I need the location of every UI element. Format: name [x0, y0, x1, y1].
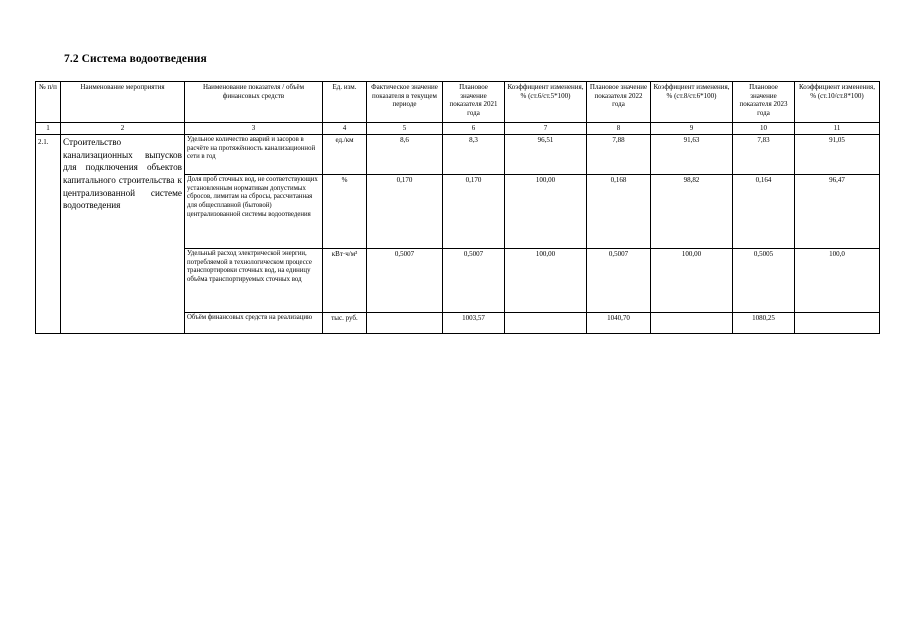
coef-2021-value: 100,00	[505, 249, 587, 313]
fact-value: 0,170	[367, 175, 443, 249]
header-cell-coef-2021: Коэффициент изменения, % (ст.6/ст.5*100)	[505, 82, 587, 123]
coef-2022-value: 98,82	[651, 175, 733, 249]
measure-number: 2.1.	[36, 135, 61, 334]
fact-value: 0,5007	[367, 249, 443, 313]
plan-2021-value: 0,170	[443, 175, 505, 249]
column-number: 9	[651, 123, 733, 135]
header-cell-plan-2022: Плановое значение показателя 2022 года	[587, 82, 651, 123]
section-heading: 7.2 Система водоотведения	[64, 53, 207, 65]
header-cell-coef-2022: Коэффициент изменения, % (ст.8/ст.6*100)	[651, 82, 733, 123]
plan-2021-value: 1003,57	[443, 313, 505, 334]
plan-2022-value: 1040,70	[587, 313, 651, 334]
measure-name-text: Строительство канализационных выпусков для подключения объектов капитального строительства к централизованной системе водоотведения	[63, 137, 182, 211]
coef-2023-value: 96,47	[795, 175, 880, 249]
column-number: 5	[367, 123, 443, 135]
indicator-name: Доля проб сточных вод, не соответствующих установленным нормативам допустимых сбросов, лимитам на сбросы, рассчитанная для общесплавной (бытовой) централизованной системы водоотведения	[185, 175, 323, 249]
column-number: 3	[185, 123, 323, 135]
column-number: 7	[505, 123, 587, 135]
header-row	[36, 82, 880, 123]
plan-2023-value: 1080,25	[733, 313, 795, 334]
coef-2022-value	[651, 313, 733, 334]
header-cell-plan-2023: Плановое значение показателя 2023 года	[733, 82, 795, 123]
coef-2023-value	[795, 313, 880, 334]
indicator-name: Удельное количество аварий и засоров в расчёте на протяжённость канализационной сети в год	[185, 135, 323, 175]
column-number: 10	[733, 123, 795, 135]
indicator-name: Удельный расход электрической энергии, потребляемой в технологическом процессе транспортировки сточных вод, на единицу объёма транспортируемых сточных вод	[185, 249, 323, 313]
plan-2023-value: 0,5005	[733, 249, 795, 313]
plan-2023-value: 0,164	[733, 175, 795, 249]
header-cell-unit: Ед. изм.	[323, 82, 367, 123]
header-cell-measure: Наименование мероприятия	[61, 82, 185, 123]
column-number: 1	[36, 123, 61, 135]
header-cell-number: № п/п	[36, 82, 61, 123]
plan-2022-value: 7,88	[587, 135, 651, 175]
column-number: 11	[795, 123, 880, 135]
plan-2023-value: 7,83	[733, 135, 795, 175]
indicator-name: Объём финансовых средств на реализацию	[185, 313, 323, 334]
coef-2021-value	[505, 313, 587, 334]
plan-2021-value: 0,5007	[443, 249, 505, 313]
coef-2023-value: 91,05	[795, 135, 880, 175]
column-number: 4	[323, 123, 367, 135]
measure-name	[61, 135, 185, 334]
fact-value: 8,6	[367, 135, 443, 175]
table-row	[36, 135, 880, 175]
plan-2021-value: 8,3	[443, 135, 505, 175]
plan-2022-value: 0,168	[587, 175, 651, 249]
coef-2023-value: 100,0	[795, 249, 880, 313]
header-cell-indicator: Наименование показателя / объём финансовых средств	[185, 82, 323, 123]
coef-2021-value: 96,51	[505, 135, 587, 175]
unit-cell: тыс. руб.	[323, 313, 367, 334]
plan-2022-value: 0,5007	[587, 249, 651, 313]
column-number: 8	[587, 123, 651, 135]
unit-cell: кВт·ч/м³	[323, 249, 367, 313]
fact-value	[367, 313, 443, 334]
header-cell-plan-2021: Плановое значение показателя 2021 года	[443, 82, 505, 123]
measures-table	[35, 81, 880, 334]
coef-2022-value: 100,00	[651, 249, 733, 313]
header-cell-coef-2023: Коэффициент изменения, % (ст.10/ст.8*100)	[795, 82, 880, 123]
coef-2021-value: 100,00	[505, 175, 587, 249]
column-number-row	[36, 123, 880, 135]
header-cell-fact: Фактическое значение показателя в текущем периоде	[367, 82, 443, 123]
coef-2022-value: 91,63	[651, 135, 733, 175]
column-number: 6	[443, 123, 505, 135]
column-number: 2	[61, 123, 185, 135]
unit-cell: %	[323, 175, 367, 249]
unit-cell: ед./км	[323, 135, 367, 175]
